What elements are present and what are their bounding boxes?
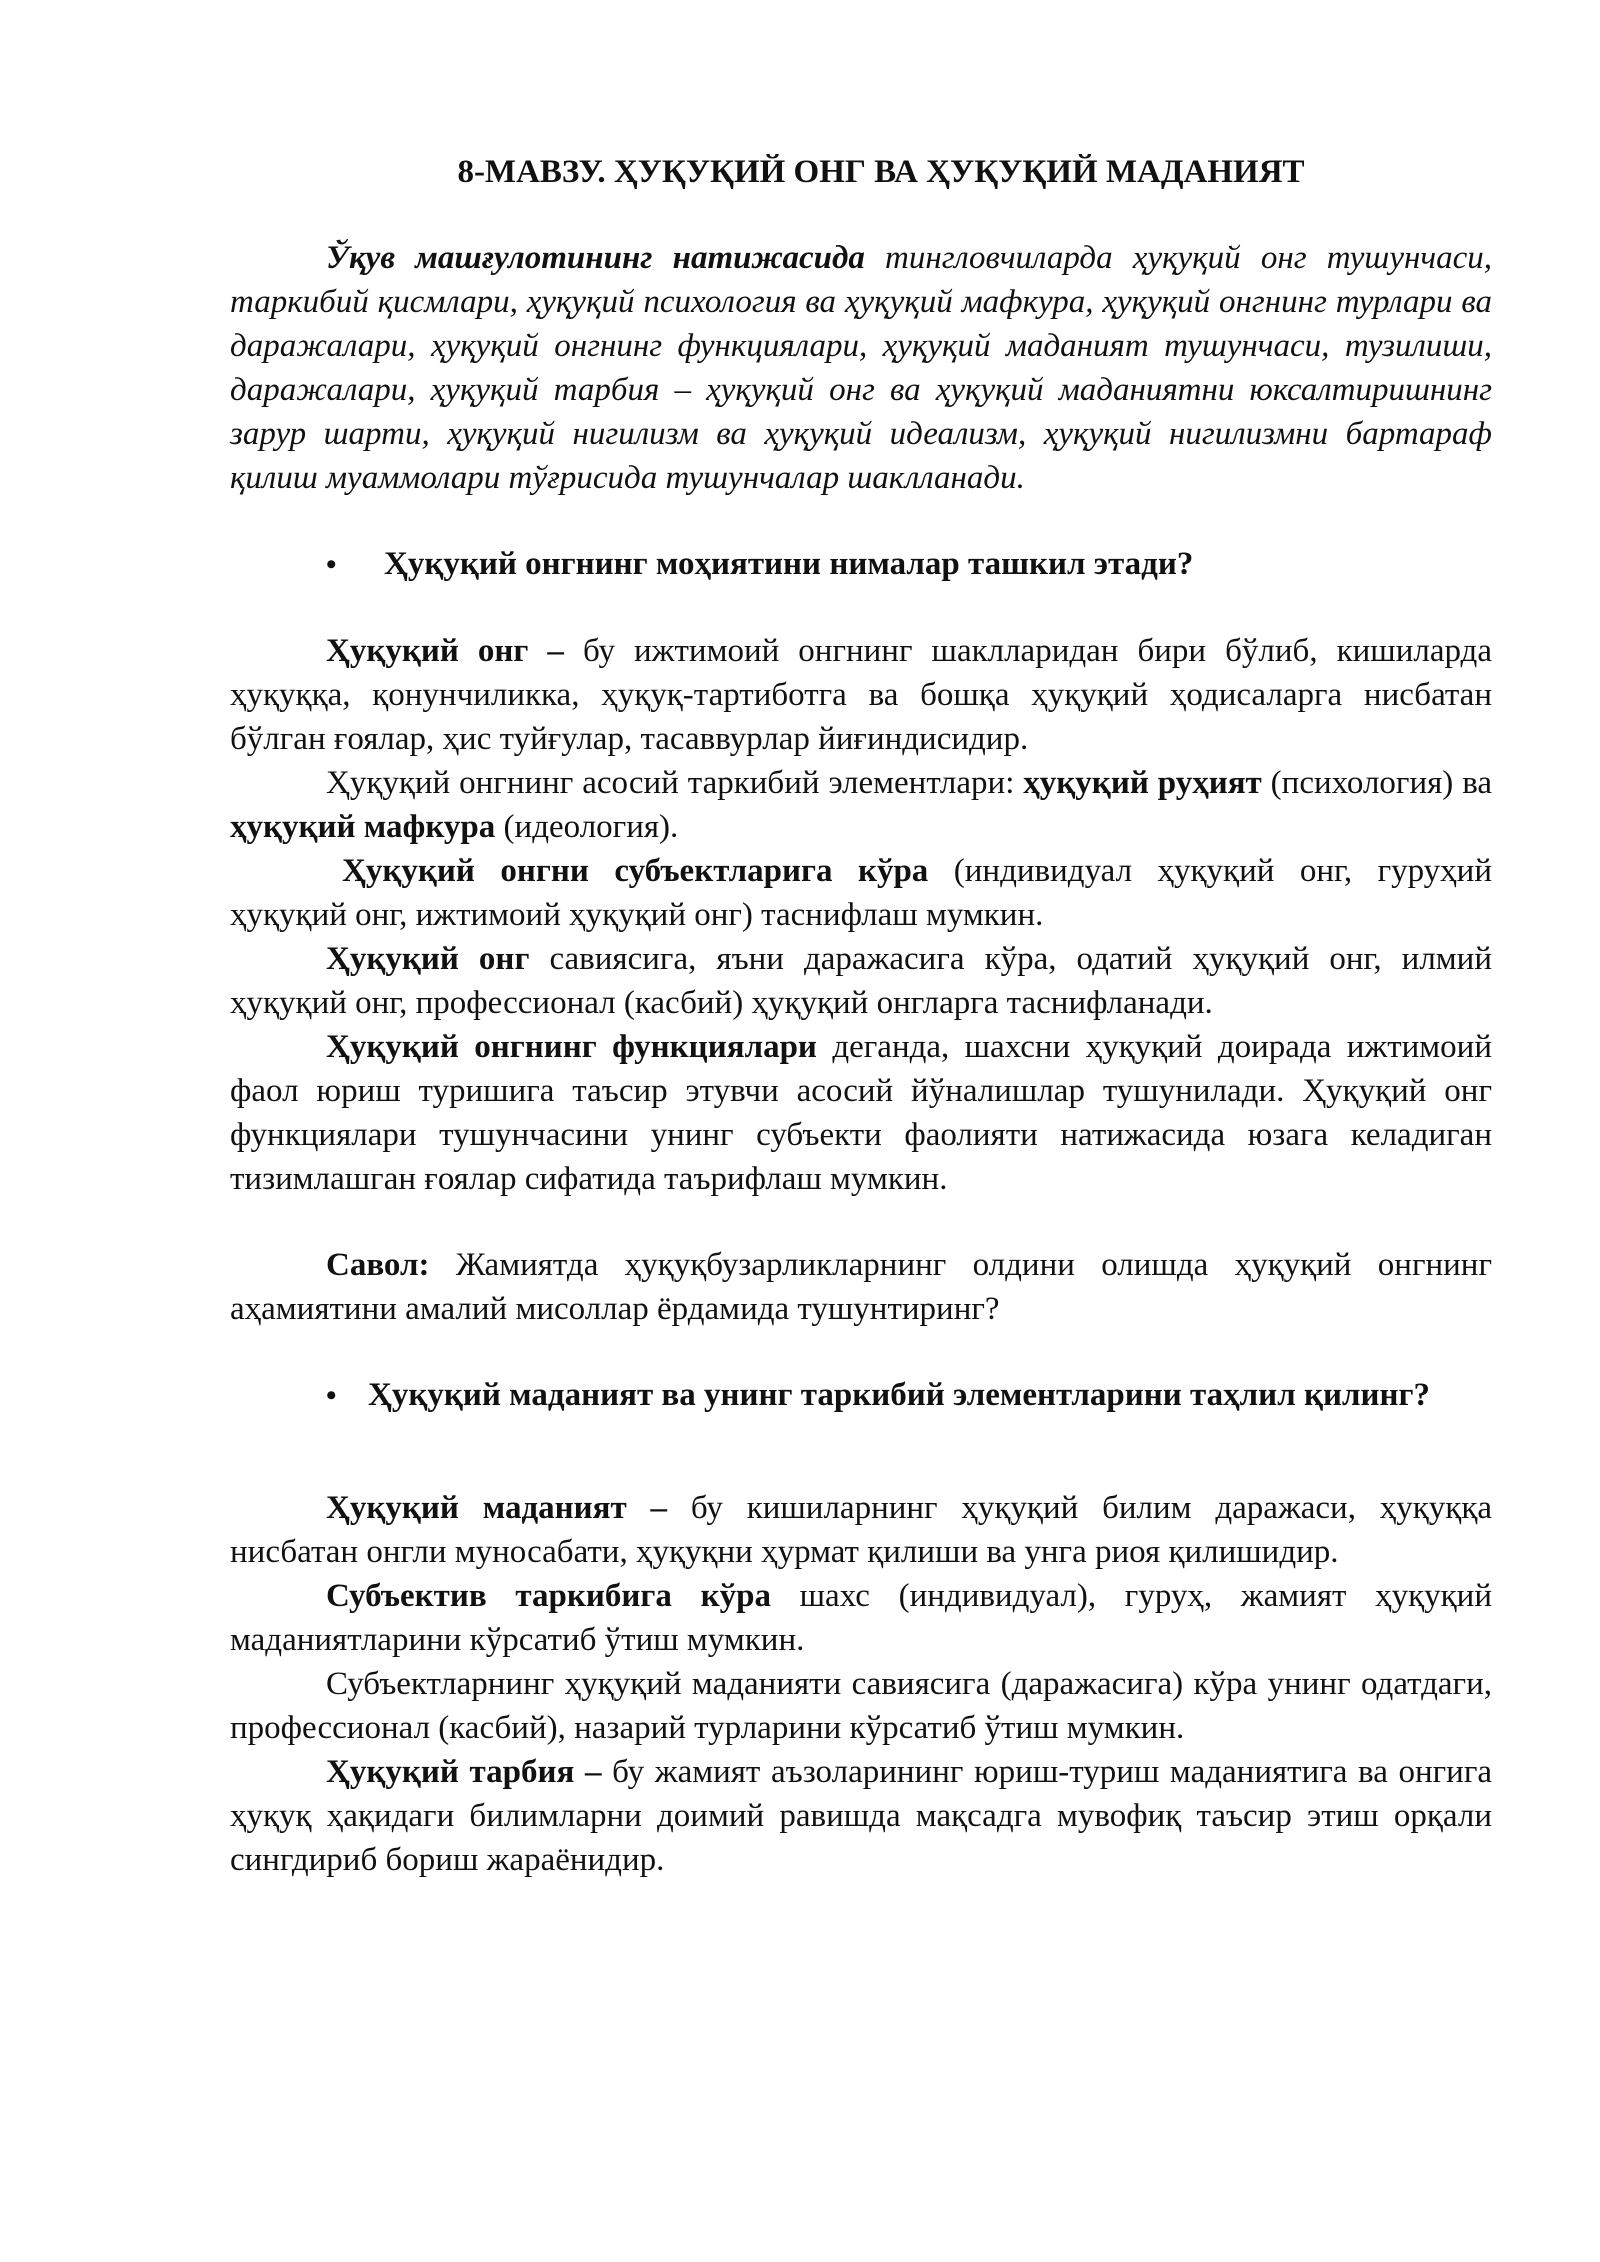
paragraph-text: бу жамият аъзоларининг юриш-туриш маданиятига ва онгига ҳуқуқ ҳақидаги билимларни доимий равишда мақсадга мувофиқ таъсир этиш орқали сингдириб бориш жараёнидир.: [230, 1754, 1492, 1878]
functions-paragraph: [230, 1025, 1492, 1201]
term-bold: Ҳуқуқий тарбия –: [326, 1754, 602, 1790]
culture-levels-paragraph: [230, 1662, 1492, 1750]
legal-education-definition: [230, 1750, 1492, 1882]
legal-culture-definition: [230, 1486, 1492, 1574]
classification-by-level: [230, 937, 1492, 1025]
paragraph-text: (индивидуал ҳуқуқий онг, гуруҳий ҳуқуқий онг, ижтимоий ҳуқуқий онг) таснифлаш мумкин.: [230, 853, 1492, 933]
document-page: [230, 150, 1492, 1882]
classification-by-subjects: [230, 849, 1492, 937]
question-1-text: Ҳуқуқий онгнинг моҳиятини нималар ташкил этади?: [384, 546, 1194, 582]
learning-outcome-lead: Ўқув машғулотининг натижасида: [326, 240, 865, 276]
term-bold: Ҳуқуқий онгнинг функциялари: [326, 1029, 817, 1065]
question-heading-2: [230, 1373, 1492, 1418]
bullet-icon: •: [326, 1379, 337, 1412]
term-bold: Субъектив таркибига кўра: [326, 1578, 771, 1614]
question-prompt: [230, 1243, 1492, 1331]
term-bold: ҳуқуқий руҳият: [1023, 765, 1262, 801]
term-bold: Ҳуқуқий маданият –: [326, 1490, 668, 1526]
page-title: 8-МАВЗУ. ҲУҚУҚИЙ ОНГ ВА ҲУҚУҚИЙ МАДАНИЯТ: [457, 154, 1305, 190]
term-bold: Ҳуқуқий онгни субъектларига кўра: [342, 853, 929, 889]
subjective-composition: [230, 1574, 1492, 1662]
paragraph-text: Субъектларнинг ҳуқуқий маданияти савиясига (даражасига) кўра унинг одатдаги, профессионал (касбий), назарий турларини кўрсатиб ўтиш мумкин.: [230, 1666, 1492, 1746]
paragraph-text: (идеология).: [495, 809, 679, 845]
term-bold: Ҳуқуқий онг –: [326, 633, 564, 669]
paragraph-text: (психология) ва: [1261, 765, 1492, 801]
term-bold: Ҳуқуқий онг: [326, 941, 530, 977]
paragraph-text: бу ижтимоий онгнинг шаклларидан бири бўлиб, кишиларда ҳуқуққа, қонунчиликка, ҳуқуқ-тартиботга ва бошқа ҳуқуқий ҳодисаларга нисбатан бўлган ғоялар, ҳис туйғулар, тасаввурлар йиғиндисидир.: [230, 633, 1492, 757]
legal-consciousness-definition: [230, 629, 1492, 761]
question-label: Савол:: [326, 1247, 430, 1283]
paragraph-text: Ҳуқуқий онгнинг асосий таркибий элементлари:: [326, 765, 1024, 801]
paragraph-text: деганда, шахсни ҳуқуқий доирада ижтимоий фаол юриш туришига таъсир этувчи асосий йўналишлар тушунилади. Ҳуқуқий онг функциялари тушунчасини унинг субъекти фаолияти натижасида юзага келадиган тизимлашган ғоялар сифатида таърифлаш мумкин.: [230, 1029, 1492, 1197]
paragraph-text: Жамиятда ҳуқуқбузарликларнинг олдини олишда ҳуқуқий онгнинг аҳамиятини амалий мисоллар ёрдамида тушунтиринг?: [230, 1247, 1492, 1327]
paragraph-text: бу кишиларнинг ҳуқуқий билим даражаси, ҳуқуққа нисбатан онгли муносабати, ҳуқуқни ҳурмат қилиши ва унга риоя қилишидир.: [230, 1490, 1492, 1570]
question-2-text: Ҳуқуқий маданият ва унинг таркибий элементларини таҳлил қилинг?: [368, 1377, 1431, 1413]
learning-outcome-text: тингловчиларда ҳуқуқий онг тушунчаси, таркибий қисмлари, ҳуқуқий психология ва ҳуқуқий мафкура, ҳуқуқий онгнинг турлари ва даражалари, ҳуқуқий онгнинг функциялари, ҳуқуқий маданият тушунчаси, тузилиши, даражалари, ҳуқуқий тарбия – ҳуқуқий онг ва ҳуқуқий маданиятни юксалтиришнинг зарур шарти, ҳуқуқий нигилизм ва ҳуқуқий идеализм, ҳуқуқий нигилизмни бартараф қилиш муаммолари тўғрисида тушунчалар шаклланади.: [230, 240, 1492, 496]
question-heading-1: [230, 542, 1492, 587]
paragraph-text: савиясига, яъни даражасига кўра, одатий ҳуқуқий онг, илмий ҳуқуқий онг, профессионал (касбий) ҳуқуқий онгларга таснифланади.: [230, 941, 1492, 1021]
legal-consciousness-elements: [230, 761, 1492, 849]
paragraph-text: шахс (индивидуал), гуруҳ, жамият ҳуқуқий маданиятларини кўрсатиб ўтиш мумкин.: [230, 1578, 1492, 1658]
term-bold: ҳуқуқий мафкура: [230, 809, 496, 845]
learning-outcome-paragraph: [230, 236, 1492, 500]
bullet-icon: •: [326, 548, 337, 581]
